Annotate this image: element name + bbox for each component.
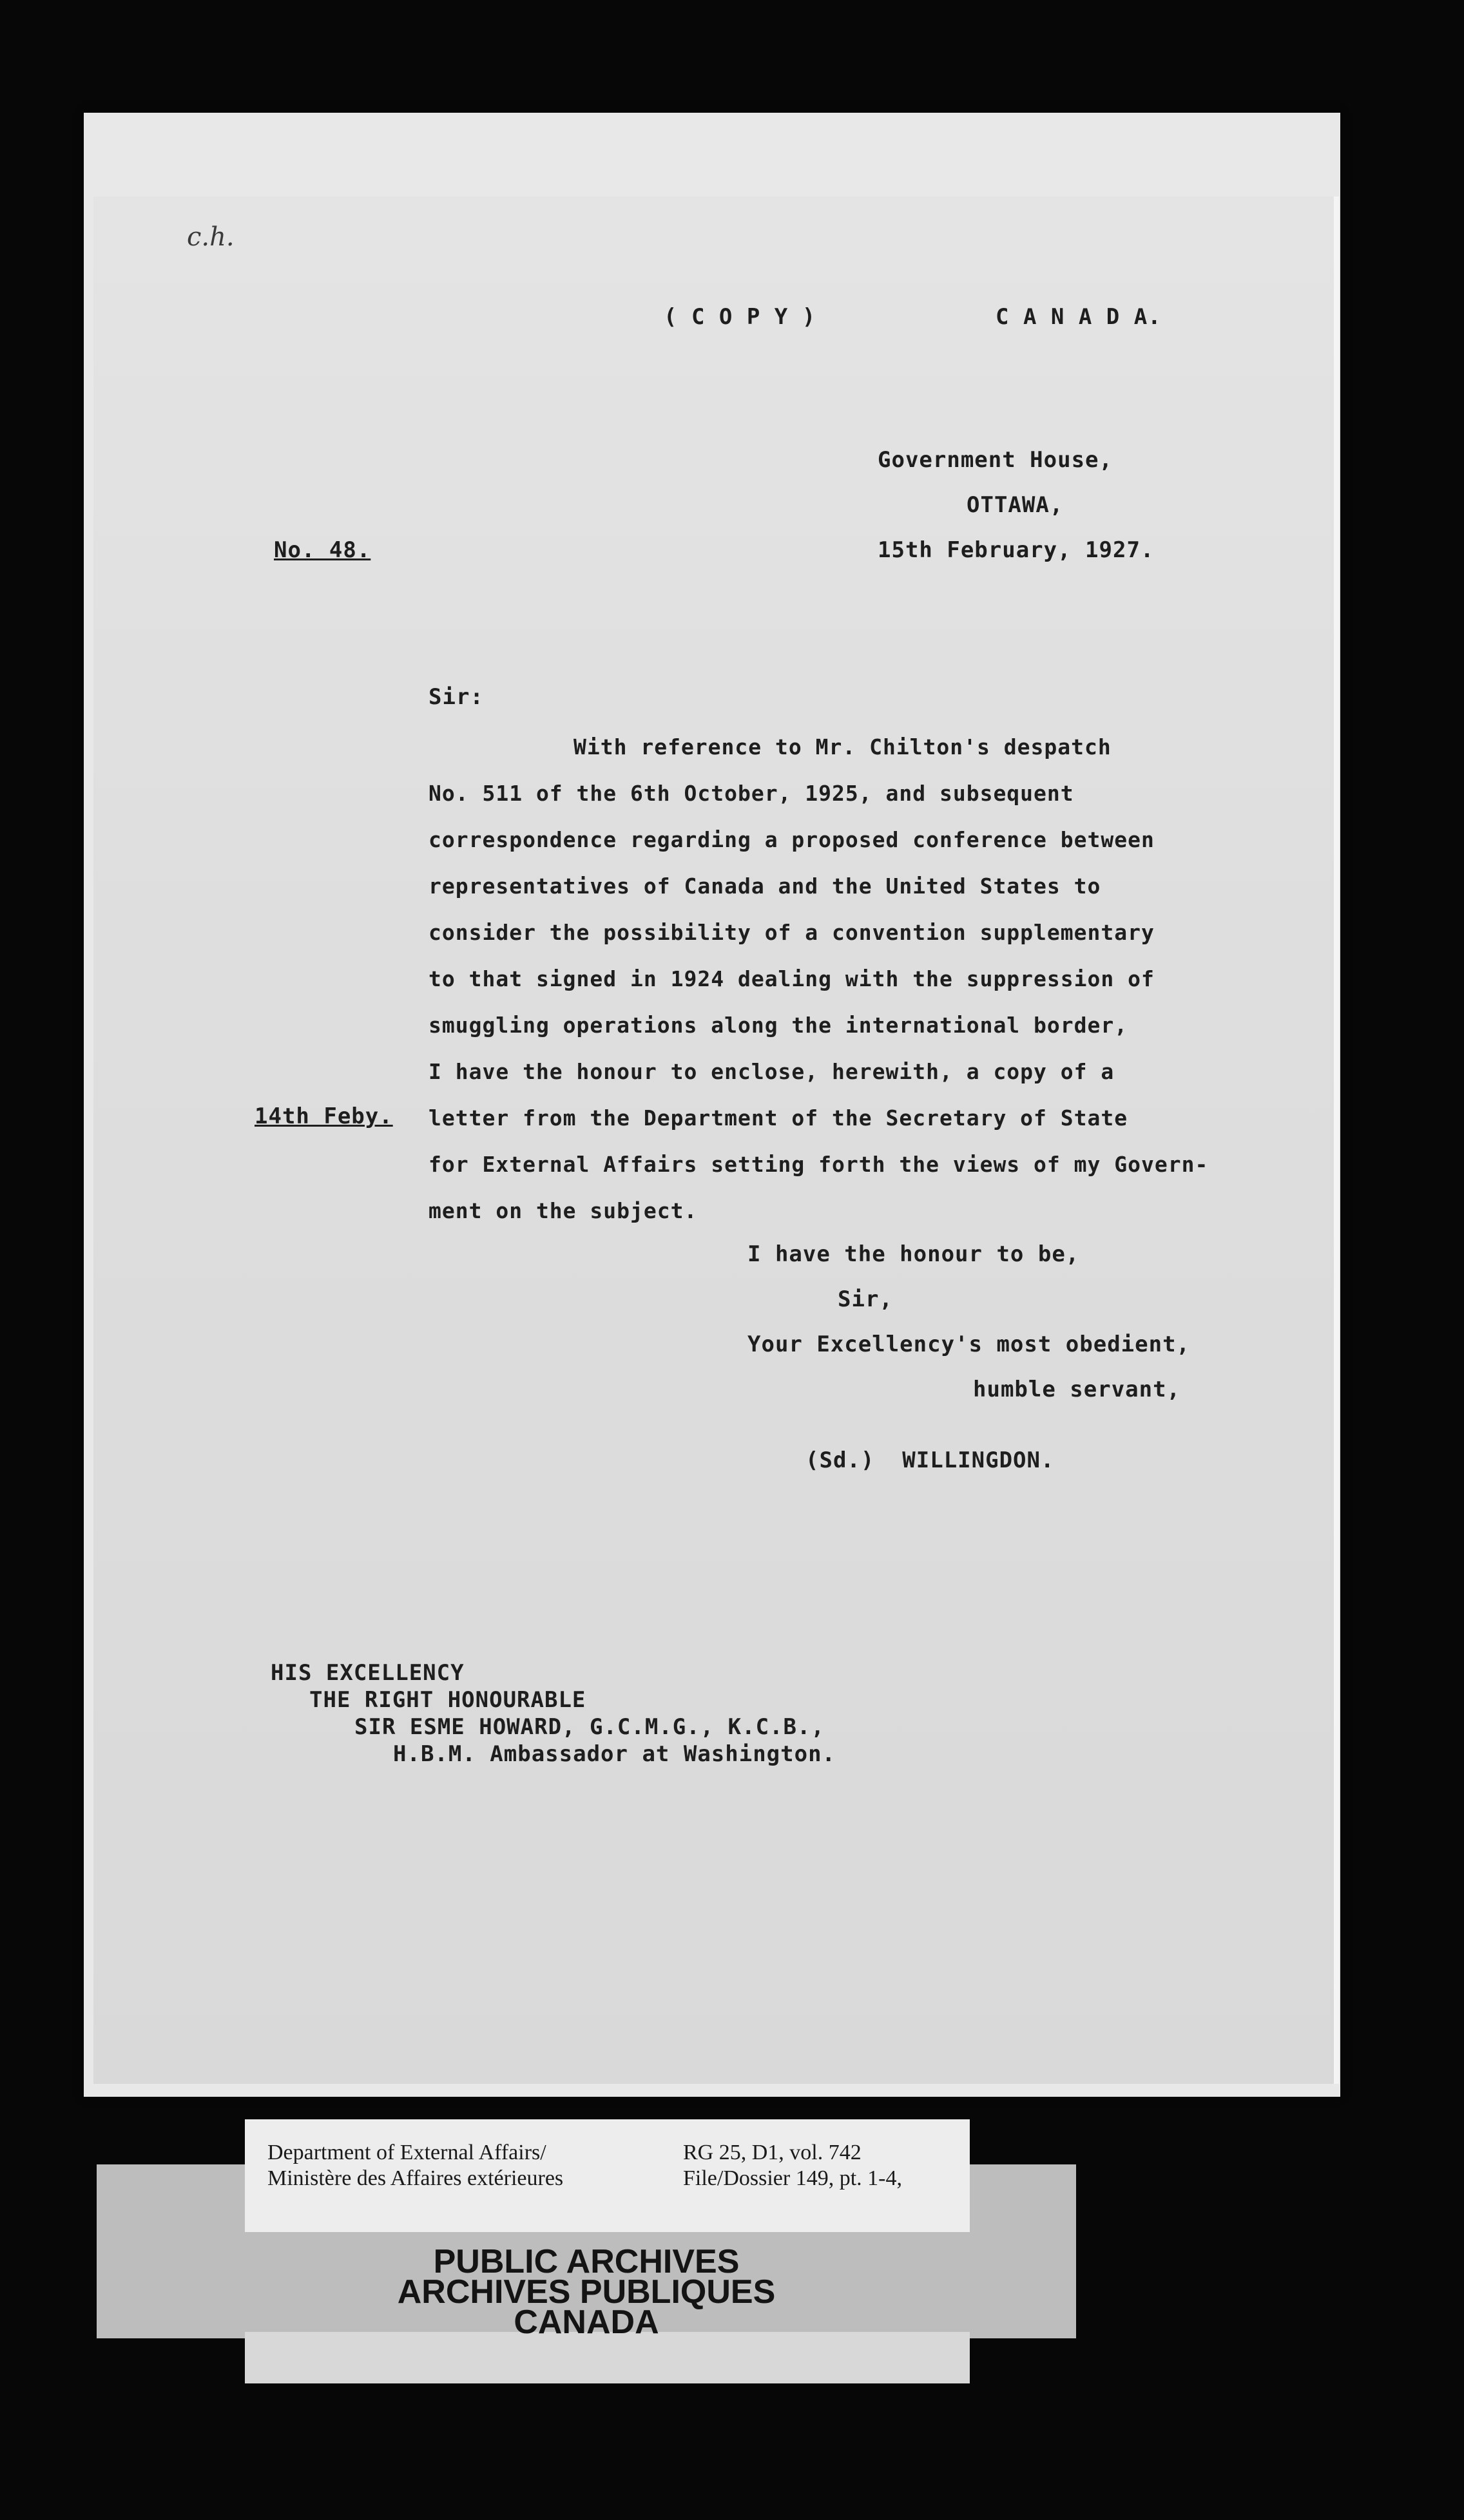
signature: (Sd.) WILLINGDON. xyxy=(805,1447,1055,1473)
closing-line-1: I have the honour to be, xyxy=(747,1241,1080,1267)
body-line: With reference to Mr. Chilton's despatch xyxy=(573,734,1112,759)
body-line: No. 511 of the 6th October, 1925, and subsequent xyxy=(429,781,1074,806)
handwritten-mark: c.h. xyxy=(187,222,235,252)
body-line: to that signed in 1924 dealing with the suppression of xyxy=(429,966,1155,991)
addressee-line-1: HIS EXCELLENCY xyxy=(271,1660,465,1686)
body-line: correspondence regarding a proposed conference between xyxy=(429,827,1155,852)
archive-stamp-line-3: CANADA xyxy=(514,2304,659,2341)
country-heading: C A N A D A. xyxy=(996,304,1162,330)
closing-line-3: Your Excellency's most obedient, xyxy=(747,1332,1191,1357)
letter-date: 15th February, 1927. xyxy=(878,537,1155,563)
body-line: smuggling operations along the international border, xyxy=(429,1013,1128,1038)
margin-note: 14th Feby. xyxy=(255,1103,393,1129)
archive-stamp-line-1: PUBLIC ARCHIVES xyxy=(433,2243,740,2280)
body-line: I have the honour to enclose, herewith, a copy of a xyxy=(429,1059,1115,1084)
addressee-line-3: SIR ESME HOWARD, G.C.M.G., K.C.B., xyxy=(354,1714,825,1740)
addressee-line-2: THE RIGHT HONOURABLE xyxy=(309,1687,586,1713)
address-line-2: OTTAWA, xyxy=(967,492,1064,518)
dept-name-en: Department of External Affairs/ xyxy=(267,2141,546,2164)
letter-page xyxy=(93,196,1339,2084)
dept-name-fr: Ministère des Affaires extérieures xyxy=(267,2166,564,2190)
address-line-1: Government House, xyxy=(878,447,1113,473)
body-line: consider the possibility of a convention supplementary xyxy=(429,920,1155,945)
closing-line-4: humble servant, xyxy=(973,1377,1181,1402)
body-line: representatives of Canada and the United States to xyxy=(429,873,1101,899)
addressee-line-4: H.B.M. Ambassador at Washington. xyxy=(393,1741,836,1767)
archive-stamp-line-2: ARCHIVES PUBLIQUES xyxy=(397,2273,776,2311)
body-line: for External Affairs setting forth the views of my Govern- xyxy=(429,1152,1209,1177)
body-line: ment on the subject. xyxy=(429,1198,698,1223)
file-ref: File/Dossier 149, pt. 1-4, xyxy=(683,2166,902,2190)
copy-mark: ( C O P Y ) xyxy=(664,304,816,330)
salutation: Sir: xyxy=(429,684,484,710)
reference-number: No. 48. xyxy=(274,537,371,563)
closing-line-2: Sir, xyxy=(838,1286,893,1312)
record-group-ref: RG 25, D1, vol. 742 xyxy=(683,2141,862,2164)
body-line: letter from the Department of the Secretary of State xyxy=(429,1105,1128,1131)
